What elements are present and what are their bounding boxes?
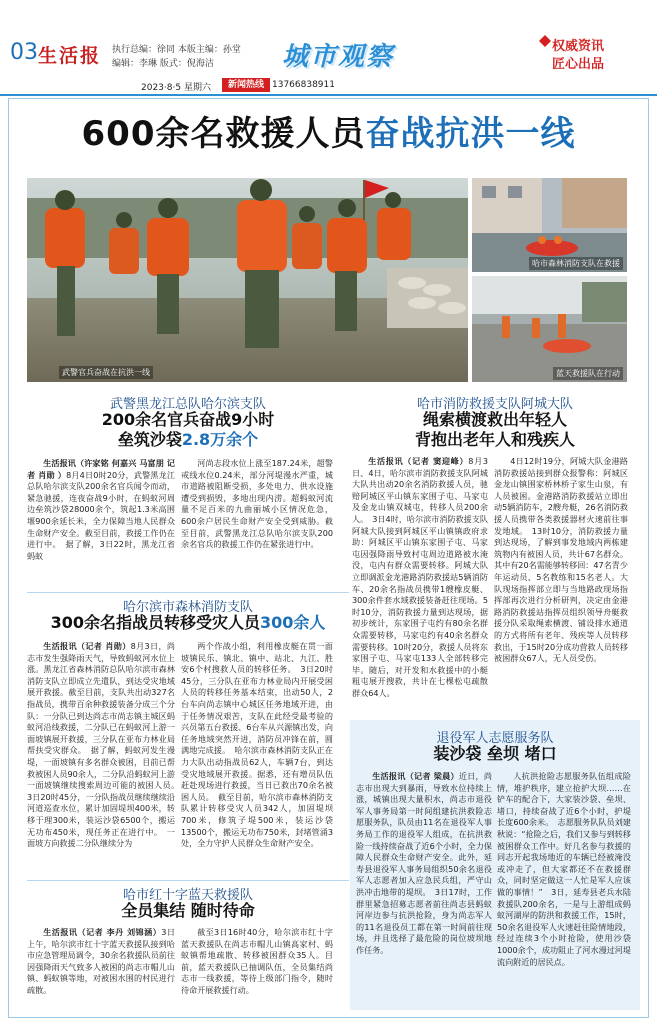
forest-fire-kicker: 哈尔滨市森林消防支队 [122,600,253,615]
armed-police-col1-text: 8月4日0时20分，武警黑龙江总队哈尔滨支队200余名官兵闻令而动，紧急驰援，连夜奋战9小时，在蚂蚁河周边垒筑沙袋28000余个，筑起1.3米高围堰900余延长米，全力保障当地人民群众生命财产安全。截至目前，救援工作仍在进行中。 据了解，3日22时，黑龙江省蚂蚁 [27,469,176,561]
paper-name-logo: 生活报 [38,45,102,67]
veterans-kicker: 退役军人志愿服务队 [436,731,554,746]
issue-date: 2023·8·5 星期六 [141,83,211,93]
fire-rescue-col2-text: 4日12时19分，阿城大队金港路消防救援站接到群众报警称：阿城区金龙山镇围家桥林桥子家生山泉，有人员被困。金港路消防救援站立即出动5辆消防车，2艘舟艇，26名消防救援人员携带各类救援器材火速前往事发地域。 13时10分，消防救援力量到达现场，了解到事发地域内两栋建筑物内有被困人员，共计67名群众。其中有20名需能够转移回：47名青少年运动员、5名教练和15名老人。大队现场指挥部立即与当地路政现场指挥部再次进行分析研判，决定由金港路消防救援站指挥员组织领导舟艇救援分队采取绳索横渡、铺设排水通道的方式将所有老年、残疾等人员转移救出，于15时20分成功营救人员转移被困群众67人，无人员受伤。 [494,456,628,664]
armed-police-col2-text: 河尚志段水位上涨至187.24米，超警戒线水位0.24米，部分河堤漫水严重，城市道路被阻断受损，多处电力、供水设施遭受到损毁，多地出现内涝。超蚂蚁河流量不足百米的九曲丽城小区情况危急，600余户居民生命财产安全受到威胁。截至目前，武警黑龙江总队哈尔滨支队200余名官兵的救援工作仍在紧张进行中。 [181,458,333,550]
main-photo-caption: 武警官兵奋战在抗洪一线 [59,366,153,379]
veterans-body-col-1 [356,771,492,1005]
armed-police-lead: 生活报讯（许家铭 何嘉兴 马富朋 记者 肖勋 ） [27,458,175,480]
section-title: 城市观察 [282,42,395,72]
credits-line-1: 执行总编：徐同 本版主编：孙堂 [112,45,241,55]
armed-police-body-col-2 [181,458,333,586]
credits [112,43,241,71]
slogan-marker-icon [538,34,552,48]
fire-rescue-col1-text: 8月3日、4日，哈尔滨市消防救援支队阿城大队共出动20余名消防救援人员，驰赔阿城区平山镇东家围子屯、马家屯及金龙山镇双城屯，转移人员200余人。 3日4时，哈尔滨市消防救援支队阿城大队接到阿城区平山镇镇政府求助：阿城区平山镇东家围子屯、马家屯因强降雨导致村屯周边道路被水淹没，屯内有群众需要转移。阿城大队立即调派金龙港路消防救援站5辆消防车、20余名指战员携带1艘橡皮艇、300余件套水域救援装备赶往现场。5时10分，消防救援力量到达现场，据初步统计，东家围子屯约有80余名群众需要转移，马家屯约有40余名群众需要转移。10时20分，救援人员将东家围子屯、马家屯133人全部转移完毕。随后，对开发和水救援中的小艇粗屯展开搜救，共计在七棵松屯疏散群众64人。 [352,456,488,698]
bottom-right-photo [472,276,627,382]
slogan-line-1: 权威资讯 [552,39,605,54]
fire-rescue-title-line-2: 背抱出老年人和残疾人 [414,430,575,449]
fire-rescue-body-col-1 [352,456,488,712]
armed-police-title-line-2 [27,430,349,450]
armed-police-title-line-1: 200余名官兵奋战9小时 [101,410,275,429]
headline-part-2: 奋战抗洪一线 [365,114,576,154]
page-number: 03 [10,40,38,65]
veterans-lead: 生活报讯（记者 梁晨） [372,771,459,781]
forest-fire-body-col-2 [181,641,333,873]
forest-fire-col1-text: 8月3日，尚志市发生强降雨天气，导致蚂蚁河水位上涨。黑龙江省森林消防总队哈尔滨市森林消防支队立即成立先遣队，到达受灾地域展开救援。截至目前，支队共出动327名指战员，携带百余种救援装备分成三个分队：一分队已到达尚志市尚志镇主城区蚂蚁河沿线救援，二分队已在蚂蚁河上游一面坡镇展开救援，三分队在亚布力林业局帮扶受灾群众。 据了解，蚂蚁河发生漫堤，一面坡镇有多名群众被困，目前已帮救被困人员90余人，二分队沿蚂蚁河上游一面坡镇继续搜索周边可能的被困人员。 3日20时45分，一分队指战员继续继续沿河道巡查水位，累计加固堤坝400米，转移于理300米，装运沙袋6500个，搬运无功布450米，现任务正在进行中。 一面坡方向救援二分队继续分为 [27,641,184,849]
hotline-number: 13766838911 [272,80,335,90]
blue-sky-title: 全员集结 随时待命 [121,901,255,920]
top-right-photo [472,178,627,272]
fire-rescue-title-line-1: 绳索横渡救出年轻人 [422,410,567,429]
blue-sky-body-col-2 [181,927,333,1011]
armed-police-title-accent: 2.8万余个 [181,430,259,449]
armed-police-title-text: 垒筑沙袋 [117,430,182,449]
credits-line-2: 编辑：李琳 版式：倪海洁 [112,59,214,69]
slogan-line-2: 匠心出品 [552,57,605,72]
main-headline [8,106,649,155]
veterans-body-col-2 [497,771,631,1005]
rescuers-photo-illustration [27,178,468,382]
bottom-right-photo-caption: 蓝天救援队在行动 [553,367,623,380]
masthead [0,0,657,92]
veterans-col1-text: 近日，尚志市出现大到暴雨，导致水位持续上涨，城镇出现大量积水，尚志市退役军人事务局第一时间组建抗洪救险志愿服务队，队员由11名在退役军人事务局工作的退役军人组成，在抗洪救险一线持续奋战了近6个小时，全力保障人民群众生命财产安全。此外，延寿县退役军人事务局组织50余名退役军人志愿者加入应急民兵组，严守山洪冲击地带的堤坝。 3日17时，工作群里紧急招募志愿者前往尚志县蚂蚁河岸边参与抗洪抢险，身为尚志军人的11名退役员工都在第一时间前往现场，并且选择了最危险的岗位坡坝地作任务。 [356,771,492,955]
blue-sky-col2-text: 截至3日16时40分，哈尔滨市红十字蓝天救援队在尚志市帽儿山镇高家村、蚂蚁镇帮地疏散、转移被困群众35人。目前，蓝天救援队已抽调队伍，全员集结尚志市一线救援，等待上级部门指令，随时待命开展救援行动。 [181,927,333,995]
fire-rescue-kicker: 哈市消防救援支队阿城大队 [416,397,573,412]
masthead-divider [0,94,657,96]
divider-left-2 [27,880,349,881]
forest-fire-title-accent: 300余人 [260,613,326,632]
blue-sky-kicker: 哈市红十字蓝天救援队 [122,888,253,903]
veterans-title: 装沙袋 垒坝 堵口 [433,744,557,763]
slogan [552,38,604,74]
blue-sky-col1-text: 3日上午，哈尔滨市红十字蓝天救援队接到哈市应急管理局调令，30余名救援队员前往因强降雨天气致多人被困的尚志市帽儿山镇、蚂蚁镇等地，对被困水围的村民进行疏散。 [27,927,175,995]
forest-fire-body-col-1 [27,641,184,873]
forest-fire-lead: 生活报讯（记者 肖勋） [43,641,131,651]
veterans-col2-text: 人抗洪抢险志愿服务队伍组成险情，堆护秩序，建立抢护大坝……在铲车的配合下，大家装沙袋、垒坝、堵口，持续奋战了近6个小时，护堤长度600余米。 志愿服务队队员刘建秋说：“抢险之后，我们又参与到转移被困群众工作中。好几名参与救援的同志开起我场地近的车辆已经被淹没或冲走了，但大家都还不在救援群众，同时坚定做这一人忙是军人应该做的事情！” 3日，延寿县老兵水陆救援队200余名，一是与上游组成蚂蚁河湖岸的防洪和救援工作，15时，50余名退役军人火速赶往险情地段，经过连续3个小时抢险，使用沙袋1000余个，成功阻止了河水漫过河堤流向附近的居民点。 [497,771,631,967]
main-photo [27,178,468,382]
fire-rescue-lead: 生活报讯（记者 窦迎峰） [368,456,469,466]
hotline-label: 新闻热线 [222,78,270,92]
forest-fire-title [27,613,349,633]
armed-police-kicker: 武警黑龙江总队哈尔滨支队 [109,397,266,412]
divider-left-1 [27,592,349,593]
blue-sky-lead: 生活报讯（记者 李丹 刘锦涵） [43,927,162,937]
blue-sky-body-col-1 [27,927,175,1011]
fire-rescue-body-col-2 [494,456,628,712]
headline-part-1: 600余名救援人员 [81,114,366,154]
forest-fire-col2-text: 两个作战小组，利用橡皮艇在贯一面坡镇民乐、镇北、镇中、站北、九江、胜安6个村搜救人员的转移任务。 3日20时45分，三分队在亚布力林业局内开展受困人员的转移任务基本结束，出动50人，2台车向尚志镇中心城区任务地域开进，由于任务情况艰苦，支队在此经受最考验的兴员第五台救援、6台车从兴源镇出发，向任务地域突然开进，消防员冲锋在前，圆满地完成援。 哈尔滨市森林消防支队正在力大队出动指战员62人，车辆7台，到达受灾地域展开救援。据悉，还有增员队伍赶赴现场进行救援，当日已救出70余名被困人员。 截至目前，哈尔滨市森林消防支队累计转移受灾人员342人，加固堤坝700米，修筑子堤500米，装运沙袋13500个，搬运无功布750米，封堵管涌3处，全力守护人民群众生命财产安全。 [181,641,333,849]
top-right-photo-caption: 哈市森林消防支队在救援 [529,257,623,270]
forest-fire-title-text: 300余名指战员转移受灾人员 [50,613,260,632]
armed-police-body-col-1 [27,458,175,586]
